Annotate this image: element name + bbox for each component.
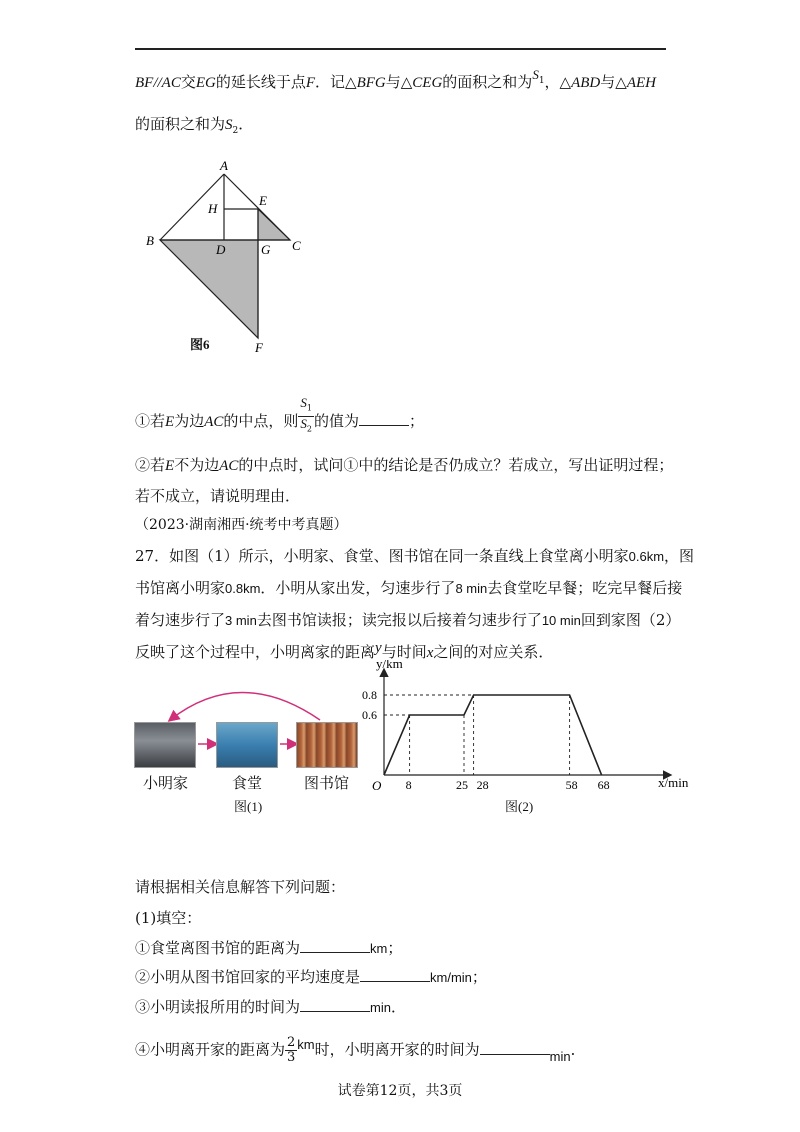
label-E: E <box>259 193 267 208</box>
shaded-triangle-bfg <box>160 240 258 338</box>
question-1: ①若E为边AC的中点，则 $\frac{S_1}{S_2}$ 的值为 ； <box>135 402 424 442</box>
fill-in-3: ③小明读报所用的时间为 min． <box>135 998 406 1016</box>
library-photo <box>296 722 358 768</box>
figure-6-geometry <box>140 158 310 358</box>
y-tick-0.8: 0.8 <box>362 688 377 702</box>
intro-line-2: 的面积之和为$S_2$． <box>135 115 254 136</box>
place-library: 图书馆 <box>304 774 350 792</box>
x-tick-58: 58 <box>565 778 578 792</box>
part-1-label: (1)填空： <box>135 909 202 927</box>
answer-blank-q1[interactable] <box>359 411 409 426</box>
fill-in-1: ①食堂离图书馆的距离为 km； <box>135 939 403 957</box>
distance-series-line <box>384 695 602 775</box>
y-axis-label: y/km <box>376 660 403 671</box>
canteen-photo <box>216 722 278 768</box>
answer-intro: 请根据相关信息解答下列问题： <box>135 878 346 896</box>
label-B: B <box>146 233 154 248</box>
fraction-two-thirds: $\frac{2}{3}$ <box>287 1035 296 1065</box>
x-tick-25: 25 <box>456 778 468 792</box>
question-2-line-2: 若不成立，请说明理由． <box>135 487 301 505</box>
problem-27-line-1: 27．如图（1）所示，小明家、食堂、图书馆在同一条直线上食堂离小明家0.6km，图 <box>135 547 695 565</box>
problem-27-line-4: 反映了这个过程中，小明离家的距离y与时间x之间的对应关系． <box>135 640 554 661</box>
label-G: G <box>261 242 271 257</box>
problem-27-line-2: 书馆离小明家0.8km．小明从家出发，匀速步行了8 min去食堂吃早餐；吃完早餐后接 <box>135 579 683 597</box>
fraction-s1-over-s2: $\frac{S_1}{S_2}$ <box>300 395 312 434</box>
return-arrow-curve <box>170 693 320 721</box>
segment-ac <box>224 174 290 240</box>
x-tick-8: 8 <box>405 778 412 792</box>
figure-2-caption: 图(2) <box>505 799 534 814</box>
page-footer: 试卷第12页，共3页 <box>337 1083 463 1099</box>
origin-label: O <box>372 778 382 793</box>
label-A: A <box>220 158 228 173</box>
header-rule <box>135 48 666 50</box>
x-tick-28: 28 <box>476 778 489 792</box>
place-home: 小明家 <box>143 774 189 792</box>
answer-blank-2[interactable] <box>360 967 430 982</box>
answer-blank-1[interactable] <box>300 938 370 953</box>
x-tick-68: 68 <box>597 778 610 792</box>
intro-line-1: BF//AC交EG的延长线于点F．记△BFG与△CEG的面积之和为$S_1$，△ABD与△AEH <box>135 67 656 91</box>
x-axis-label: x/min <box>658 775 689 790</box>
place-canteen: 食堂 <box>232 774 263 792</box>
question-2-line-1: ②若E不为边AC的中点时，试问①中的结论是否仍成立？若成立，写出证明过程； <box>135 456 674 474</box>
answer-blank-4[interactable] <box>480 1040 550 1055</box>
label-H: H <box>208 201 218 216</box>
fill-in-2: ②小明从图书馆回家的平均速度是 km/min； <box>135 968 487 986</box>
label-D: D <box>216 242 226 257</box>
fill-in-4: ④小明离开家的距离为 $\frac{2}{3}$ km时，小明离开家的时间为 min． <box>135 1035 586 1065</box>
label-F: F <box>255 340 263 355</box>
y-tick-0.6: 0.6 <box>362 708 377 722</box>
problem-27-line-3: 着匀速步行了3 min去图书馆读报；读完报以后接着匀速步行了10 min回到家图（2） <box>135 611 681 629</box>
source-note: （2023·湖南湘西·统考中考真题） <box>135 517 348 533</box>
answer-blank-3[interactable] <box>300 997 370 1012</box>
figure-1-caption: 图(1) <box>234 799 263 814</box>
figure-6-caption: 图6 <box>190 337 210 352</box>
label-C: C <box>292 238 301 253</box>
home-photo <box>134 722 196 768</box>
